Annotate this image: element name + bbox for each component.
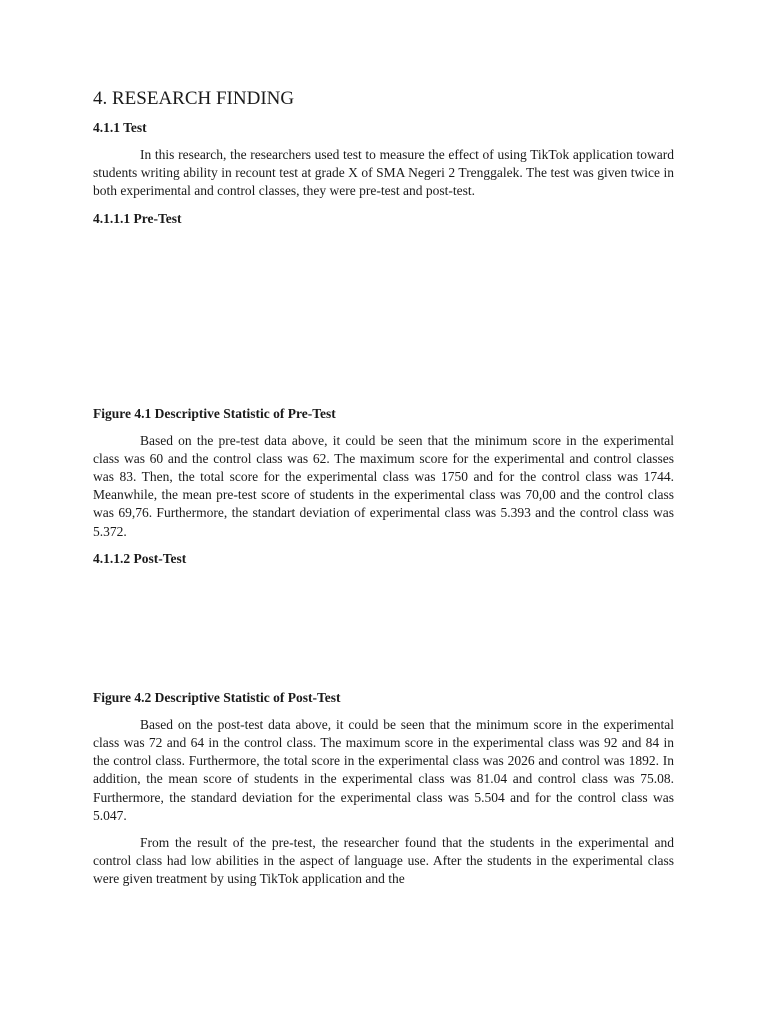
test-heading: 4.1.1 Test: [93, 120, 147, 135]
conclusion-paragraph: From the result of the pre-test, the researcher found that the students in the experimental and control class had low abilities in the aspect of language use. After the students in the experimental class were given treatment by using TikTok application and the: [93, 835, 674, 887]
pretest-figure-area: [93, 237, 674, 405]
pretest-heading: 4.1.1.1 Pre-Test: [93, 210, 182, 226]
posttest-heading: 4.1.1.2 Post-Test: [93, 550, 187, 566]
page-content: [93, 87, 674, 898]
posttest-figure-area: [93, 577, 674, 689]
posttest-figure-caption: Figure 4.2 Descriptive Statistic of Post-Test: [93, 689, 341, 705]
test-paragraph: In this research, the researchers used test to measure the effect of using TikTok application toward students writing ability in recount test at grade X of SMA Negeri 2 Trenggalek. The test was given twice in both experimental and control classes, they were pre-test and post-test.: [93, 147, 674, 199]
posttest-paragraph: Based on the post-test data above, it could be seen that the minimum score in the experimental class was 72 and 64 in the control class. The maximum score in the experimental class was 92 and 84 in the control class. Furthermore, the total score in the experimental class was 2026 and control was 1892. In addition, the mean score of students in the experimental class was 81.04 and control class was 75.08. Furthermore, the standard deviation for the experimental class was 5.504 and for the control class was 5.047.: [93, 716, 674, 823]
pretest-paragraph: Based on the pre-test data above, it could be seen that the minimum score in the experimental class was 60 and the control class was 62. The maximum score for the experimental and control classes was 83. Then, the total score for the experimental class was 1750 and for the control class was 1744. Meanwhile, the mean pre-test score of students in the experimental class was 70,00 and the control class was 69,76. Furthermore, the standart deviation of experimental class was 5.393 and the control class was 5.372.: [93, 432, 674, 539]
section-title: 4. RESEARCH FINDING: [93, 88, 295, 109]
pretest-figure-caption: Figure 4.1 Descriptive Statistic of Pre-Test: [93, 405, 336, 421]
